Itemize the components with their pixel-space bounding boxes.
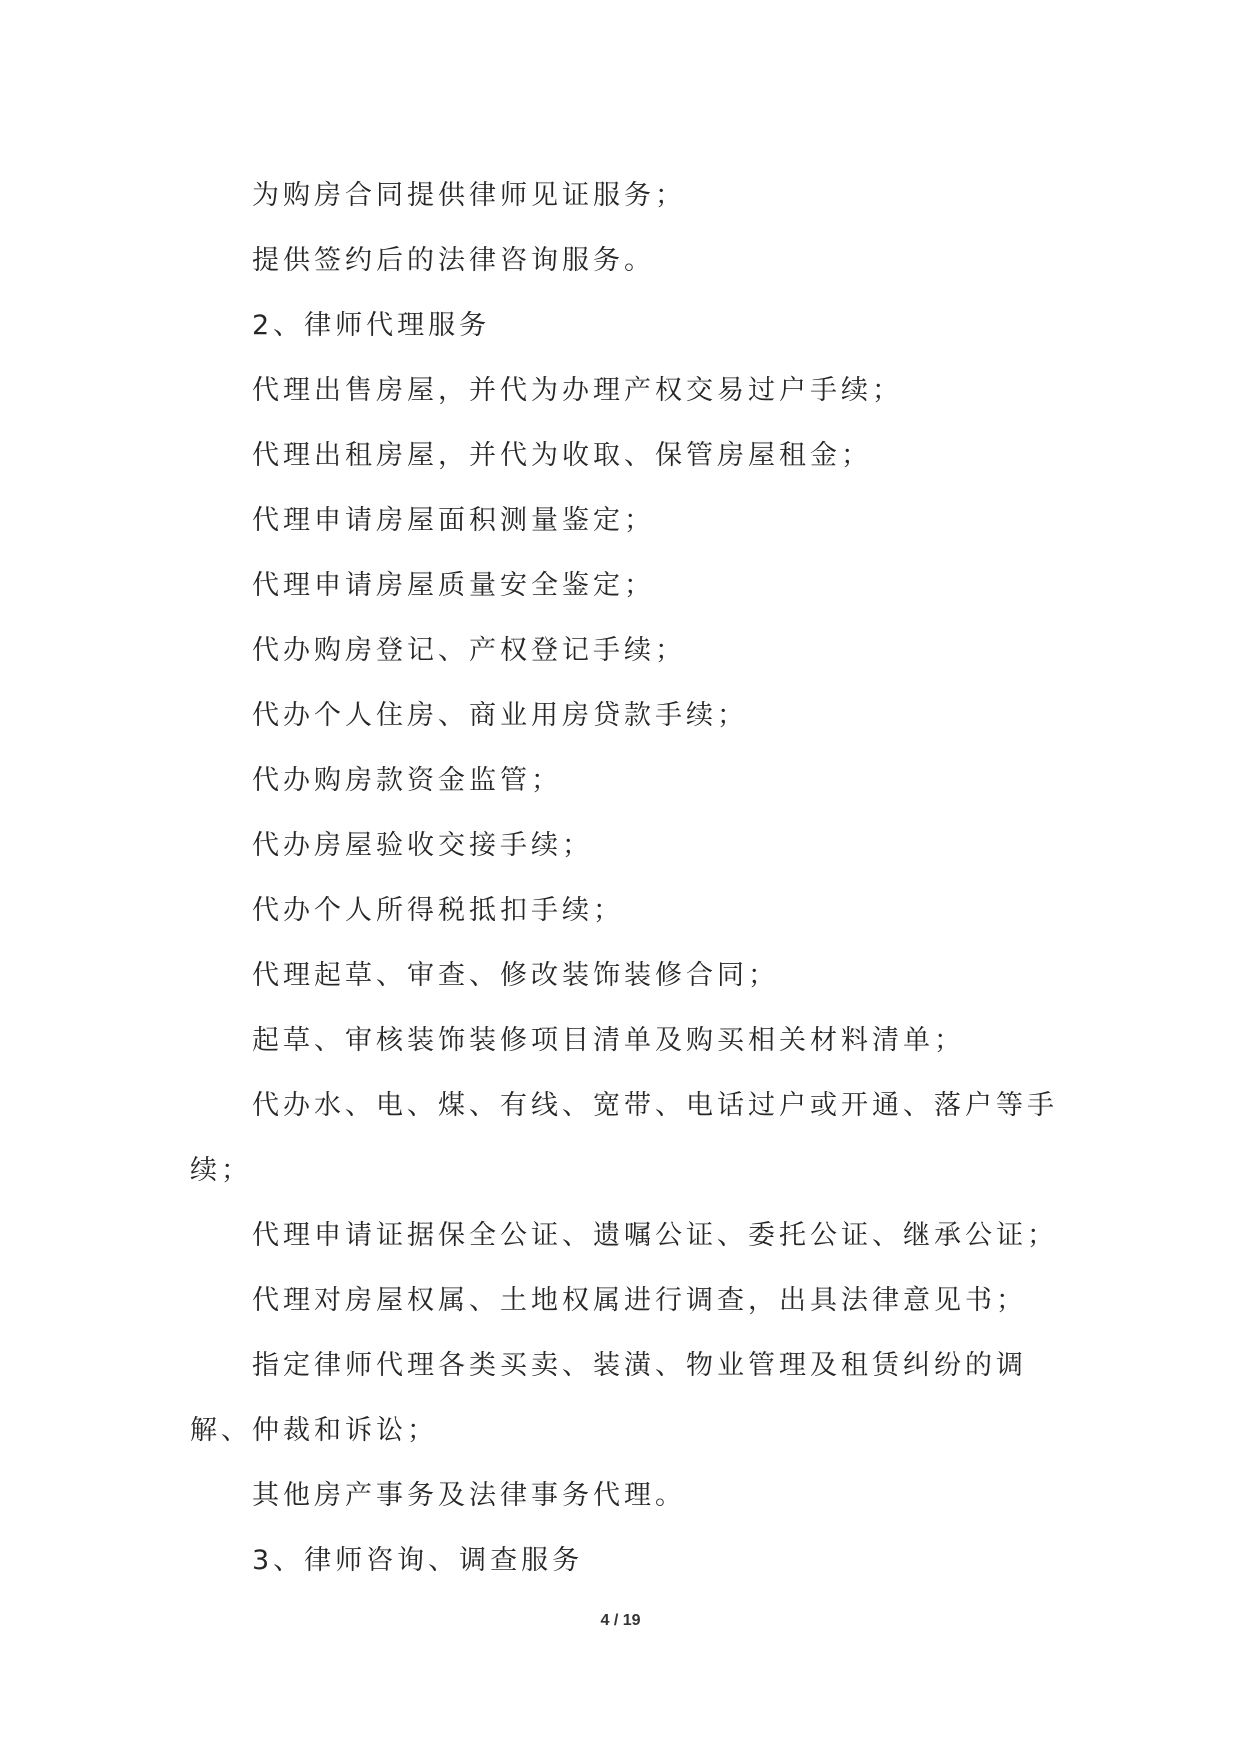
paragraph-13: 代理起草、审查、修改装饰装修合同； <box>252 960 779 991</box>
paragraph-5: 代理出租房屋，并代为收取、保管房屋租金； <box>252 440 872 471</box>
paragraph-16: 代理申请证据保全公证、遗嘱公证、委托公证、继承公证； <box>252 1220 1058 1251</box>
paragraph-8: 代办购房登记、产权登记手续； <box>252 635 686 666</box>
paragraph-4: 代理出售房屋，并代为办理产权交易过户手续； <box>252 375 903 406</box>
paragraph-6: 代理申请房屋面积测量鉴定； <box>252 505 655 536</box>
paragraph-18: 指定律师代理各类买卖、装潢、物业管理及租赁纠纷的调解、仲裁和诉讼； <box>190 1350 1027 1446</box>
paragraph-14: 起草、审核装饰装修项目清单及购买相关材料清单； <box>252 1025 965 1056</box>
paragraph-2: 提供签约后的法律咨询服务。 <box>252 245 655 276</box>
page-number: 4 / 19 <box>600 1612 641 1629</box>
paragraph-15: 代办水、电、煤、有线、宽带、电话过户或开通、落户等手续； <box>190 1090 1058 1186</box>
paragraph-7: 代理申请房屋质量安全鉴定； <box>252 570 655 601</box>
document-body <box>190 163 1060 1593</box>
paragraph-11: 代办房屋验收交接手续； <box>252 830 593 861</box>
paragraph-19: 其他房产事务及法律事务代理。 <box>252 1480 686 1511</box>
paragraph-1: 为购房合同提供律师见证服务； <box>252 180 686 211</box>
section-heading-3: 3、律师咨询、调查服务 <box>252 1545 584 1576</box>
paragraph-12: 代办个人所得税抵扣手续； <box>252 895 624 926</box>
section-heading-2: 2、律师代理服务 <box>252 310 491 341</box>
paragraph-9: 代办个人住房、商业用房贷款手续； <box>252 700 748 731</box>
paragraph-17: 代理对房屋权属、土地权属进行调查，出具法律意见书； <box>252 1285 1027 1316</box>
paragraph-10: 代办购房款资金监管； <box>252 765 562 796</box>
